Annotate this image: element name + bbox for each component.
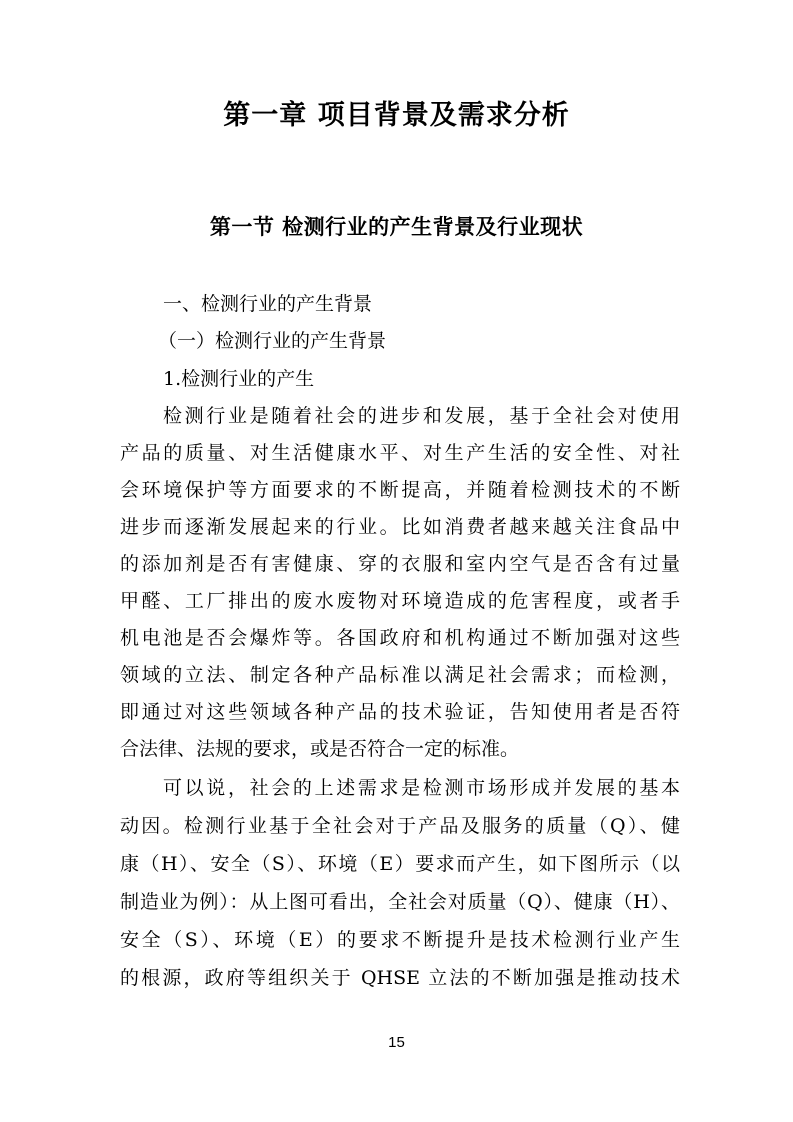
paragraph-line: 的添加剂是否有害健康、穿的衣服和室内空气是否含有过量	[120, 553, 680, 575]
paragraph-line: 动因。检测行业基于全社会对于产品及服务的质量（Q）、健	[120, 815, 680, 837]
paragraph-line: 进步而逐渐发展起来的行业。比如消费者越来越关注食品中	[120, 516, 680, 538]
paragraph-line: 产品的质量、对生活健康水平、对生产生活的安全性、对社	[120, 442, 680, 464]
paragraph-line: 康（H）、安全（S）、环境（E）要求而产生，如下图所示（以	[120, 853, 680, 875]
section-title: 第一节 检测行业的产生背景及行业现状	[209, 215, 584, 239]
paragraph-line: 检测行业是随着社会的进步和发展，基于全社会对使用	[163, 405, 680, 427]
page-number: 15	[388, 1034, 405, 1051]
chapter-title: 第一章 项目背景及需求分析	[223, 100, 570, 131]
paragraph-line: 机电池是否会爆炸等。各国政府和机构通过不断加强对这些	[120, 627, 680, 649]
paragraph-line: 安全（S）、环境（E）的要求不断提升是技术检测行业产生	[120, 929, 680, 951]
paragraph-line: 制造业为例）：从上图可看出，全社会对质量（Q）、健康（H）、	[120, 891, 680, 913]
paragraph-line: 合法律、法规的要求，或是否符合一定的标准。	[120, 738, 520, 760]
paragraph-line: 甲醛、工厂排出的废水废物对环境造成的危害程度，或者手	[120, 590, 680, 612]
heading-level-2: （一）检测行业的产生背景	[158, 330, 387, 352]
paragraph-line: 会环境保护等方面要求的不断提高，并随着检测技术的不断	[120, 479, 680, 501]
paragraph-line: 的根源，政府等组织关于 QHSE 立法的不断加强是推动技术	[120, 967, 680, 989]
heading-level-3: 1.检测行业的产生	[163, 368, 315, 390]
paragraph-line: 可以说，社会的上述需求是检测市场形成并发展的基本	[163, 777, 680, 799]
paragraph-line: 领域的立法、制定各种产品标准以满足社会需求；而检测，	[120, 664, 680, 686]
heading-level-1: 一、检测行业的产生背景	[163, 293, 373, 315]
paragraph-line: 即通过对这些领域各种产品的技术验证，告知使用者是否符	[120, 701, 680, 723]
